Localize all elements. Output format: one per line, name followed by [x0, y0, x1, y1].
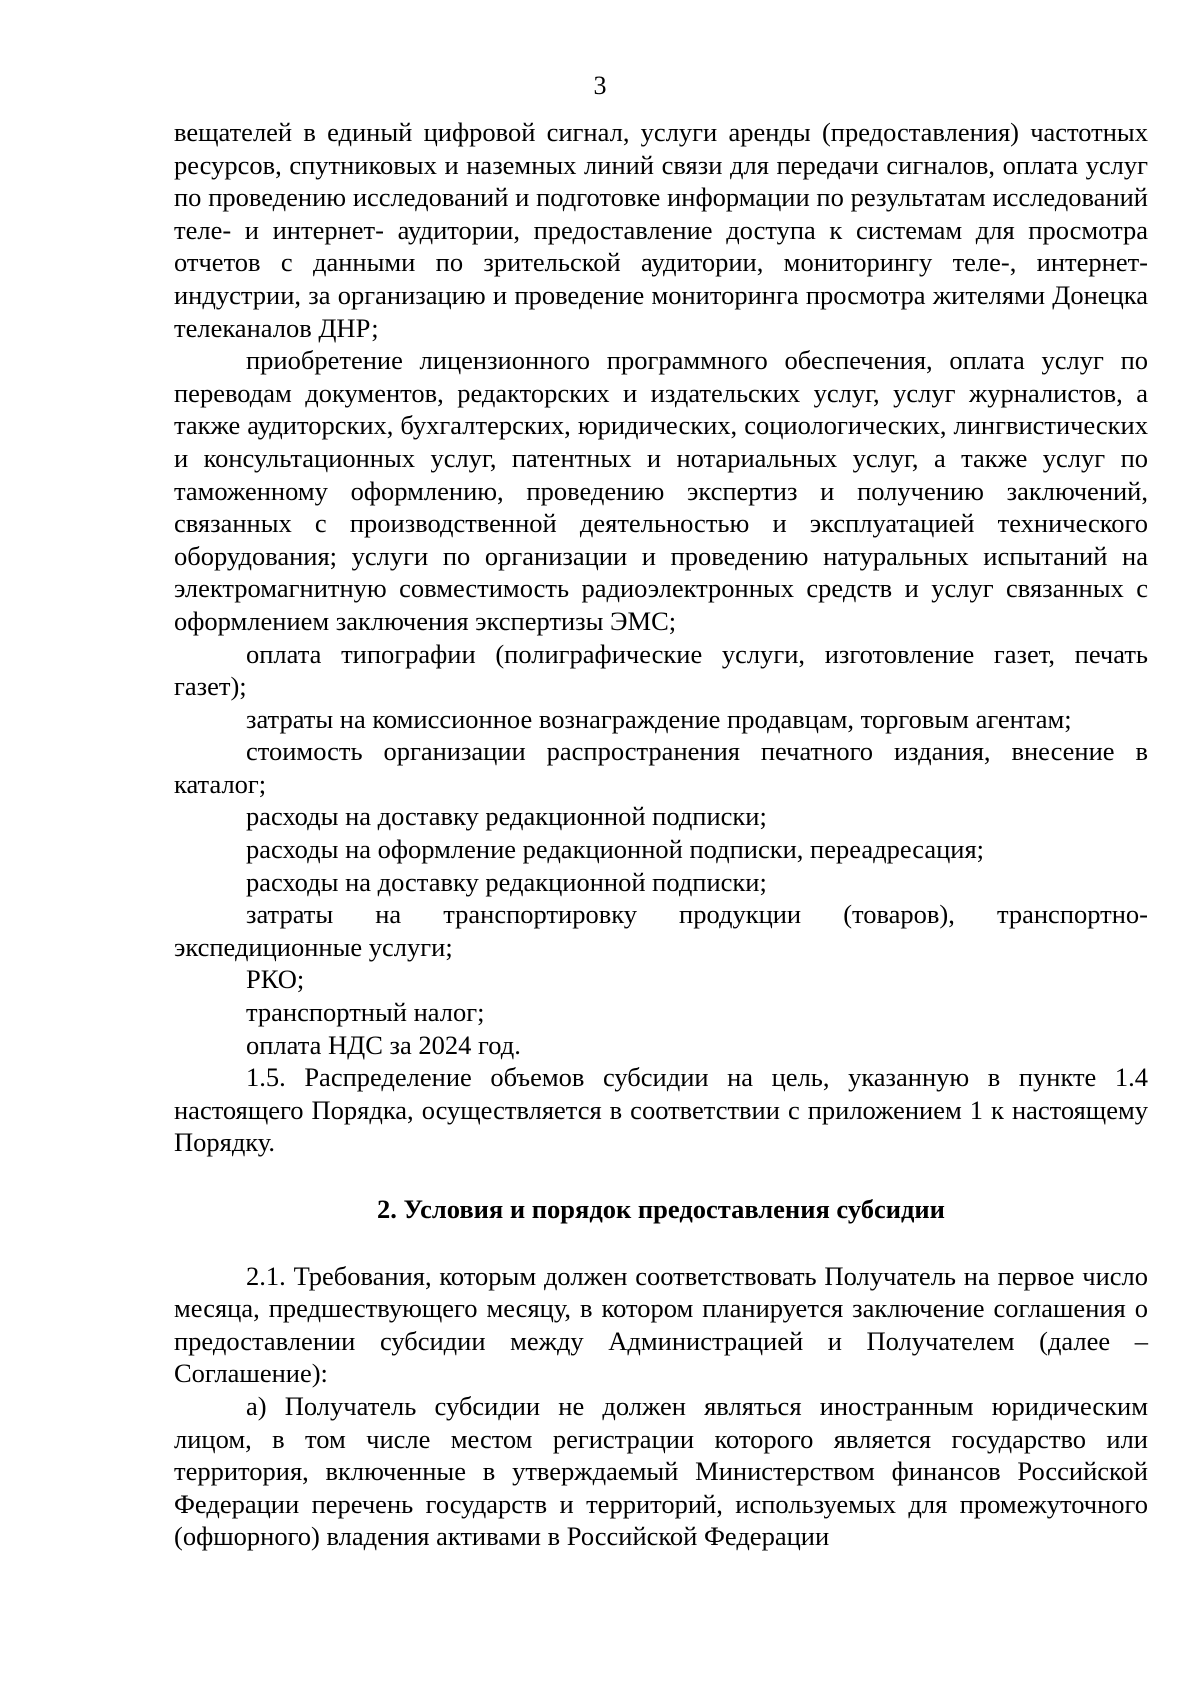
- paragraph-clause-2-1: 2.1. Требования, которым должен соответствовать Получатель на первое число месяца, предшествующего месяцу, в котором планируется заключение соглашения о предоставлении субсидии между Администрацией и Получателем (далее – Соглашение):: [174, 1260, 1148, 1389]
- document-body: [174, 116, 1148, 1553]
- paragraph-subscription-delivery-2: расходы на доставку редакционной подписки;: [246, 866, 767, 897]
- paragraph-continuation: вещателей в единый цифровой сигнал, услуги аренды (предоставления) частотных ресурсов, спутниковых и наземных линий связи для передачи сигналов, оплата услуг по проведению исследований и подготовке информации по результатам исследований теле- и интернет- аудитории, предоставление доступа к системам для просмотра отчетов с данными по зрительской аудитории, мониторингу теле-, интернет-индустрии, за организацию и проведение мониторинга просмотра жителями Донецка телеканалов ДНР;: [174, 117, 1148, 343]
- paragraph-commission: затраты на комиссионное вознаграждение продавцам, торговым агентам;: [246, 703, 1072, 734]
- paragraph-clause-1-5: 1.5. Распределение объемов субсидии на цель, указанную в пункте 1.4 настоящего Порядка, осуществляется в соответствии с приложением 1 к настоящему Порядку.: [174, 1062, 1148, 1158]
- paragraph-vat: оплата НДС за 2024 год.: [246, 1029, 521, 1060]
- paragraph-transport: затраты на транспортировку продукции (товаров), транспортно-экспедиционные услуги;: [174, 899, 1148, 962]
- page-number: 3: [593, 71, 607, 100]
- paragraph-clause-a: а) Получатель субсидии не должен являться иностранным юридическим лицом, в том числе местом регистрации которого является государство или территория, включенные в утверждаемый Министерством финансов Российской Федерации перечень государств и территорий, используемых для промежуточного (офшорного) владения активами в Российской Федерации: [174, 1390, 1148, 1552]
- paragraph-subscription-delivery: расходы на доставку редакционной подписки;: [246, 801, 767, 832]
- section-heading: 2. Условия и порядок предоставления субсидии: [377, 1194, 945, 1224]
- paragraph-software-services: приобретение лицензионного программного обеспечения, оплата услуг по переводам документов, редакторских и издательских услуг, услуг журналистов, а также аудиторских, бухгалтерских, юридических, социологических, лингвистических и консультационных услуг, патентных и нотариальных услуг, а также услуг по таможенному оформлению, проведению экспертиз и получению заключений, связанных с производственной деятельностью и эксплуатацией технического оборудования; услуги по организации и проведению натуральных испытаний на электромагнитную совместимость радиоэлектронных средств и услуг связанных с оформлением заключения экспертизы ЭМС;: [174, 345, 1148, 636]
- paragraph-subscription-processing: расходы на оформление редакционной подписки, переадресация;: [246, 834, 985, 865]
- paragraph-transport-tax: транспортный налог;: [246, 997, 485, 1028]
- paragraph-distribution: стоимость организации распространения печатного издания, внесение в каталог;: [174, 736, 1148, 799]
- paragraph-printing: оплата типографии (полиграфические услуги, изготовление газет, печать газет);: [174, 638, 1148, 702]
- paragraph-rko: РКО;: [246, 964, 305, 995]
